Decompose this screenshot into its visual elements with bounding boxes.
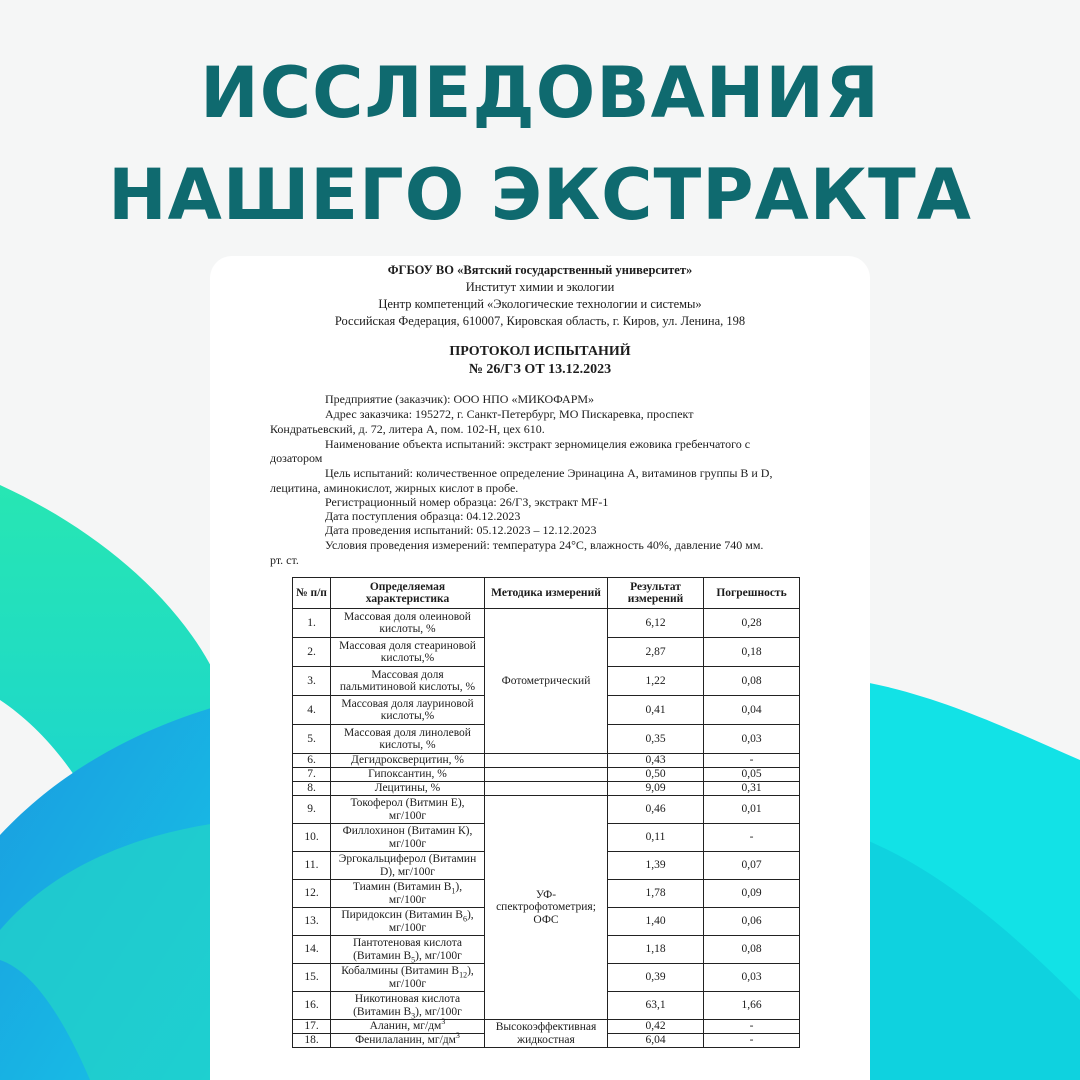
row-result: 0,50 bbox=[608, 768, 704, 782]
row-characteristic bbox=[331, 796, 485, 824]
row-characteristic bbox=[331, 696, 485, 725]
row-error: 0,04 bbox=[704, 696, 800, 725]
name-tail-a: ), bbox=[455, 881, 463, 893]
name-line-b: мг/100г bbox=[388, 921, 427, 934]
name-line-b: кислоты, % bbox=[379, 623, 436, 635]
row-characteristic bbox=[331, 824, 485, 852]
table-row bbox=[293, 609, 800, 638]
name-text: Фенилаланин, мг/дм bbox=[355, 1034, 456, 1047]
document-sheet bbox=[210, 256, 870, 1080]
row-method-empty bbox=[485, 754, 608, 768]
conditions-line-1: Условия проведения измерений: температура 24°С, влажность 40%, давление 740 мм. bbox=[325, 538, 764, 552]
row-characteristic bbox=[331, 1017, 485, 1034]
row-characteristic: Гипоксантин, % bbox=[331, 768, 485, 782]
row-result: 0,11 bbox=[608, 824, 704, 852]
protocol-number: № 26/ГЗ ОТ 13.12.2023 bbox=[468, 362, 612, 377]
row-num: 10. bbox=[293, 824, 331, 852]
row-num: 3. bbox=[293, 667, 331, 696]
name-tail-a: ), bbox=[467, 965, 474, 977]
row-error: 0,28 bbox=[704, 609, 800, 638]
table-row bbox=[293, 754, 800, 768]
object-line-1: Наименование объекта испытаний: экстракт зерномицелия ежовика гребенчатого с bbox=[325, 437, 751, 451]
row-num: 14. bbox=[293, 936, 331, 964]
row-num: 1. bbox=[293, 609, 331, 638]
row-result: 0,41 bbox=[608, 696, 704, 725]
row-num: 4. bbox=[293, 696, 331, 725]
received-date-line: Дата поступления образца: 04.12.2023 bbox=[325, 509, 521, 523]
row-characteristic bbox=[331, 908, 485, 936]
row-num: 17. bbox=[293, 1020, 331, 1034]
header-characteristic: Определяемая характеристика bbox=[331, 578, 485, 609]
name-line-a: Пиридоксин (Витамин В bbox=[341, 909, 463, 921]
row-characteristic bbox=[331, 609, 485, 638]
subscript: 3 bbox=[411, 1010, 416, 1020]
name-line-a: Токоферол (Витмин Е), bbox=[350, 797, 465, 809]
row-characteristic bbox=[331, 992, 485, 1020]
name-line-a: Массовая доля bbox=[371, 668, 444, 681]
address-line-2: Кондратьевский, д. 72, литера А, пом. 102-Н, цех 610. bbox=[270, 422, 545, 436]
name-tail-b: ), мг/100г bbox=[415, 949, 462, 962]
name-line-a: Тиамин (Витамин В bbox=[352, 881, 452, 893]
name-text: Аланин, мг/дм bbox=[369, 1020, 442, 1033]
row-error: 1,66 bbox=[704, 992, 800, 1020]
row-num: 7. bbox=[293, 768, 331, 782]
name-line-a: Эргокальциферол (Витамин bbox=[338, 853, 477, 865]
org-name: ФГБОУ ВО «Вятский государственный университет» bbox=[387, 263, 693, 277]
protocol-title: ПРОТОКОЛ ИСПЫТАНИЙ bbox=[449, 344, 631, 359]
row-result: 0,46 bbox=[608, 796, 704, 824]
row-method-empty bbox=[485, 782, 608, 796]
row-result: 1,39 bbox=[608, 852, 704, 880]
row-num: 2. bbox=[293, 638, 331, 667]
org-institute: Институт химии и экологии bbox=[465, 280, 615, 294]
name-line-a: Никотиновая кислота bbox=[354, 993, 461, 1005]
subscript: 5 bbox=[411, 954, 416, 964]
row-error: 0,06 bbox=[704, 908, 800, 936]
results-table bbox=[292, 577, 800, 1048]
org-address: Российская Федерация, 610007, Кировская область, г. Киров, ул. Ленина, 198 bbox=[334, 314, 746, 328]
name-line-b: кислоты,% bbox=[380, 652, 435, 664]
row-characteristic bbox=[331, 852, 485, 880]
row-characteristic bbox=[331, 964, 485, 992]
row-num: 6. bbox=[293, 754, 331, 768]
header-result: Результат измерений bbox=[608, 578, 704, 609]
name-line-a: Массовая доля стеариновой bbox=[339, 639, 476, 652]
method-photometric: Фотометрический bbox=[485, 609, 608, 754]
row-num: 5. bbox=[293, 725, 331, 754]
row-characteristic: Дегидроксверцитин, % bbox=[331, 754, 485, 768]
row-characteristic bbox=[331, 638, 485, 667]
row-method-empty bbox=[485, 768, 608, 782]
method-uv: УФ-спектрофотометрия; ОФС bbox=[485, 796, 608, 1020]
row-result: 1,40 bbox=[608, 908, 704, 936]
row-result: 1,18 bbox=[608, 936, 704, 964]
row-characteristic bbox=[331, 1031, 485, 1048]
row-result: 0,43 bbox=[608, 754, 704, 768]
row-result: 6,04 bbox=[608, 1034, 704, 1048]
header-method: Методика измерений bbox=[485, 578, 608, 609]
name-line-b: D), мг/100г bbox=[379, 865, 436, 878]
name-line-b: кислоты, % bbox=[379, 739, 436, 751]
name-tail-b: ), мг/100г bbox=[415, 1005, 462, 1018]
header-num: № п/п bbox=[293, 578, 331, 609]
org-center: Центр компетенций «Экологические технологии и системы» bbox=[378, 297, 702, 311]
row-characteristic: Лецитины, % bbox=[331, 782, 485, 796]
table-header-row bbox=[293, 578, 800, 609]
headline-line-2: НАШЕГО ЭКСТРАКТА bbox=[108, 154, 972, 236]
row-result: 0,42 bbox=[608, 1020, 704, 1034]
name-line-a: Кобалмины (Витамин В bbox=[341, 965, 460, 977]
row-num: 12. bbox=[293, 880, 331, 908]
name-line-a: Массовая доля линолевой bbox=[344, 726, 471, 739]
row-error: 0,09 bbox=[704, 880, 800, 908]
table-row bbox=[293, 768, 800, 782]
row-result: 1,78 bbox=[608, 880, 704, 908]
row-result: 0,39 bbox=[608, 964, 704, 992]
row-result: 1,22 bbox=[608, 667, 704, 696]
row-num: 8. bbox=[293, 782, 331, 796]
table-row bbox=[293, 1020, 800, 1034]
name-line-b: мг/100г bbox=[388, 837, 427, 850]
row-error: 0,03 bbox=[704, 725, 800, 754]
name-line-a: Филлохинон (Витамин К), bbox=[342, 825, 473, 837]
subscript: 6 bbox=[462, 914, 467, 924]
row-error: - bbox=[704, 1020, 800, 1034]
name-line-a: Пантотеновая кислота bbox=[352, 937, 463, 949]
row-result: 2,87 bbox=[608, 638, 704, 667]
row-error: 0,03 bbox=[704, 964, 800, 992]
row-result: 9,09 bbox=[608, 782, 704, 796]
row-error: 0,08 bbox=[704, 936, 800, 964]
headline-line-1: ИССЛЕДОВАНИЯ bbox=[200, 52, 880, 134]
name-line-b: (Витамин В bbox=[353, 1005, 412, 1018]
conditions-line-2: рт. ст. bbox=[270, 553, 299, 567]
name-tail-a: ), bbox=[466, 909, 474, 921]
reg-number-line: Регистрационный номер образца: 26/ГЗ, экстракт MF-1 bbox=[325, 495, 609, 509]
header-error: Погрешность bbox=[704, 578, 800, 609]
name-line-a: Массовая доля олеиновой bbox=[344, 610, 471, 623]
row-num: 11. bbox=[293, 852, 331, 880]
name-line-b: кислоты,% bbox=[380, 710, 435, 722]
row-characteristic bbox=[331, 667, 485, 696]
row-result: 6,12 bbox=[608, 609, 704, 638]
row-num: 9. bbox=[293, 796, 331, 824]
name-line-b: мг/100г bbox=[388, 809, 427, 822]
name-line-b: пальмитиновой кислоты, % bbox=[339, 681, 476, 693]
row-error: - bbox=[704, 824, 800, 852]
row-error: 0,18 bbox=[704, 638, 800, 667]
row-error: 0,08 bbox=[704, 667, 800, 696]
row-error: - bbox=[704, 754, 800, 768]
row-result: 63,1 bbox=[608, 992, 704, 1020]
object-line-2: дозатором bbox=[270, 451, 323, 465]
name-line-a: Массовая доля лауриновой bbox=[341, 697, 474, 710]
method-hplc: Высокоэффективная жидкостная bbox=[485, 1020, 608, 1048]
row-error: - bbox=[704, 1034, 800, 1048]
tested-date-line: Дата проведения испытаний: 05.12.2023 – 12.12.2023 bbox=[325, 523, 597, 537]
table-row bbox=[293, 782, 800, 796]
row-characteristic bbox=[331, 725, 485, 754]
row-num: 18. bbox=[293, 1034, 331, 1048]
name-line-b: (Витамин В bbox=[353, 949, 412, 962]
row-characteristic bbox=[331, 880, 485, 908]
purpose-line-1: Цель испытаний: количественное определение Эринацина А, витаминов группы В и D, bbox=[325, 466, 773, 480]
table-row bbox=[293, 796, 800, 824]
row-error: 0,05 bbox=[704, 768, 800, 782]
subscript: 12 bbox=[459, 970, 468, 980]
subscript: 1 bbox=[451, 886, 456, 896]
row-error: 0,07 bbox=[704, 852, 800, 880]
customer-line: Предприятие (заказчик): ООО НПО «МИКОФАРМ» bbox=[325, 392, 595, 406]
address-line-1: Адрес заказчика: 195272, г. Санкт-Петербург, МО Пискаревка, проспект bbox=[325, 407, 694, 421]
row-error: 0,01 bbox=[704, 796, 800, 824]
row-num: 13. bbox=[293, 908, 331, 936]
row-error: 0,31 bbox=[704, 782, 800, 796]
name-line-b: мг/100г bbox=[388, 893, 427, 906]
purpose-line-2: лецитина, аминокислот, жирных кислот в пробе. bbox=[270, 481, 519, 495]
row-result: 0,35 bbox=[608, 725, 704, 754]
row-characteristic bbox=[331, 936, 485, 964]
row-num: 15. bbox=[293, 964, 331, 992]
row-num: 16. bbox=[293, 992, 331, 1020]
superscript: 3 bbox=[441, 1017, 446, 1027]
superscript: 3 bbox=[455, 1031, 460, 1041]
name-line-b: мг/100г bbox=[388, 977, 427, 990]
